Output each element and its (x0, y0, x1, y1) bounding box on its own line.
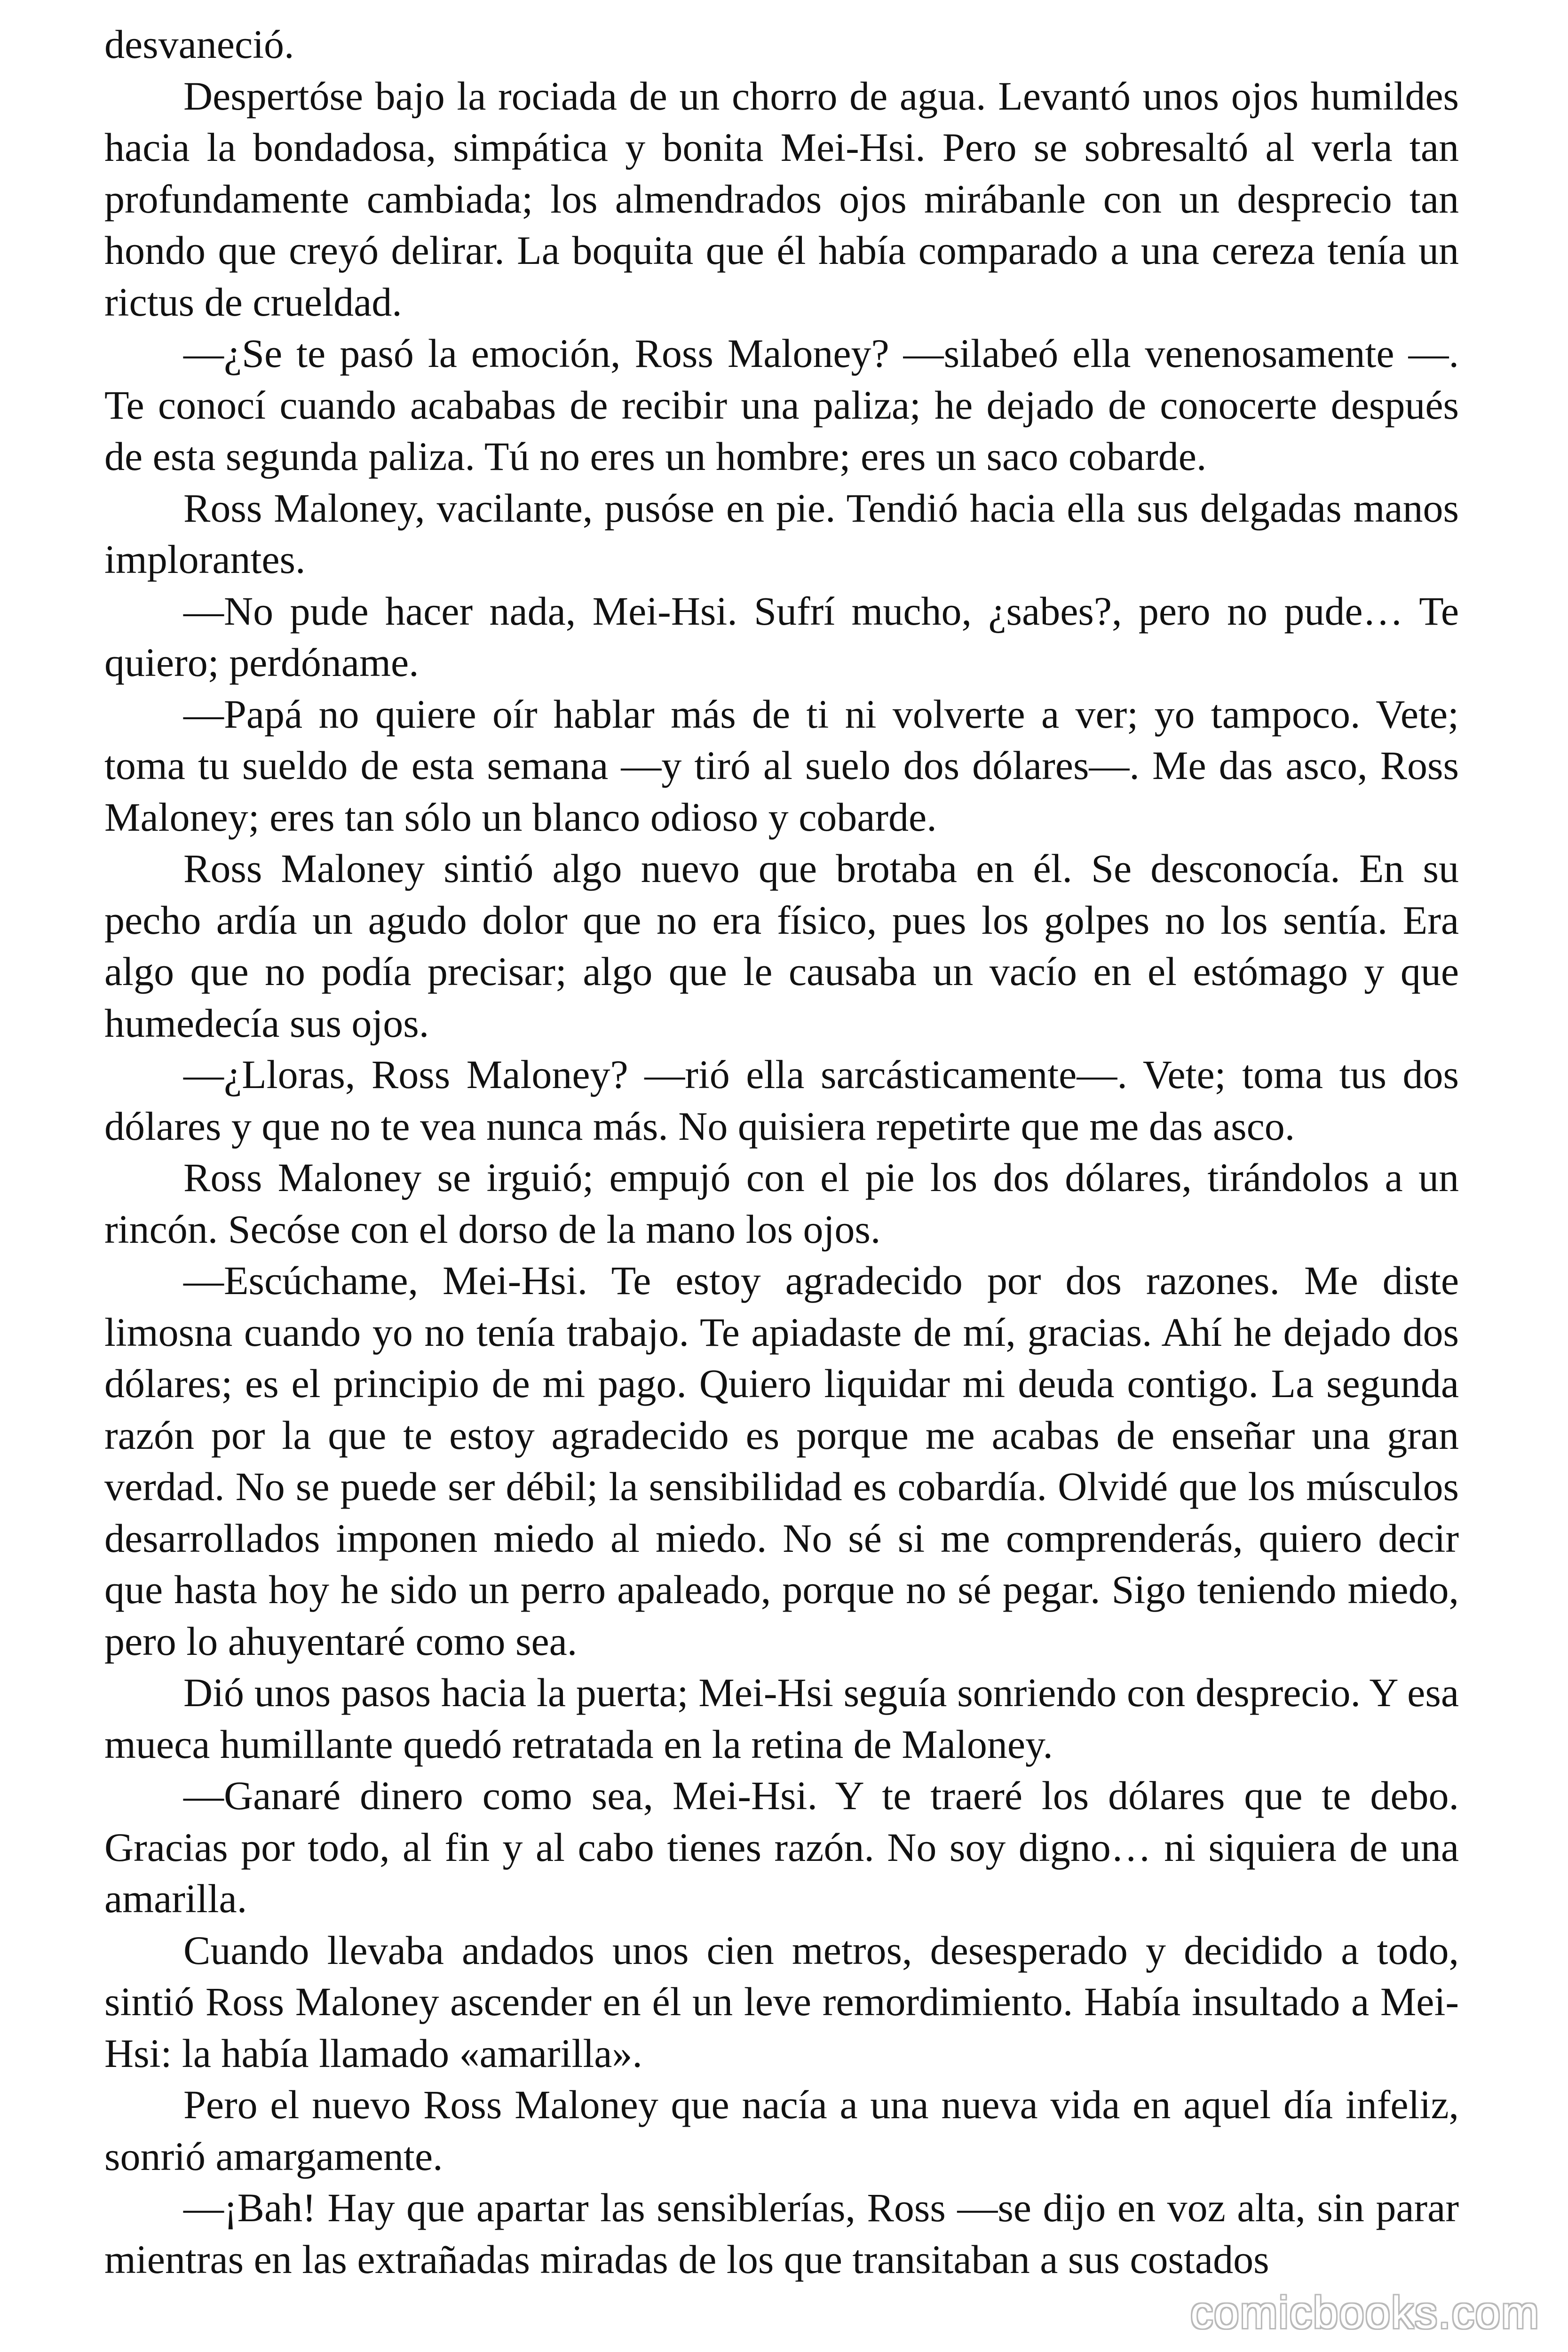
paragraph-12: —Ganaré dinero como sea, Mei-Hsi. Y te traeré los dólares que te debo. Gracias por todo, al fin y al cabo tienes razón. No soy digno… ni siquiera de una amarilla. (104, 1773, 1459, 1921)
paragraph-2: Despertóse bajo la rociada de un chorro de agua. Levantó unos ojos humildes hacia la bondadosa, simpática y bonita Mei-Hsi. Pero se sobresaltó al verla tan profundamente cambiada; los almendrados ojos mirábanle con un desprecio tan hondo que creyó delirar. La boquita que él había comparado a una cereza tenía un rictus de crueldad. (104, 73, 1459, 325)
paragraph-13: Cuando llevaba andados unos cien metros, desesperado y decidido a todo, sintió Ross Maloney ascender en él un leve remordimiento. Había insultado a Mei-Hsi: la había llamado «amarilla». (104, 1927, 1459, 2076)
paragraph-15: —¡Bah! Hay que apartar las sensiblerías, Ross —se dijo en voz alta, sin parar mientras en las extrañadas miradas de los que transitaban a sus costados (104, 2185, 1459, 2282)
paragraph-9: Ross Maloney se irguió; empujó con el pie los dos dólares, tirándolos a un rincón. Secóse con el dorso de la mano los ojos. (104, 1155, 1459, 1252)
watermark: comicbooks.com (1190, 2288, 1540, 2338)
paragraph-1: desvaneció. (104, 22, 294, 67)
paragraph-14: Pero el nuevo Ross Maloney que nacía a una nueva vida en aquel día infeliz, sonrió amargamente. (104, 2082, 1459, 2179)
paragraph-3: —¿Se te pasó la emoción, Ross Maloney? —silabeó ella venenosamente —. Te conocí cuando acababas de recibir una paliza; he dejado de conocerte después de esta segunda paliza. Tú no eres un hombre; eres un saco cobarde. (104, 331, 1459, 479)
paragraph-7: Ross Maloney sintió algo nuevo que brotaba en él. Se desconocía. En su pecho ardía un agudo dolor que no era físico, pues los golpes no los sentía. Era algo que no podía precisar; algo que le causaba un vacío en el estómago y que humedecía sus ojos. (104, 846, 1459, 1046)
paragraph-11: Dió unos pasos hacia la puerta; Mei-Hsi seguía sonriendo con desprecio. Y esa mueca humillante quedó retratada en la retina de Maloney. (104, 1670, 1459, 1767)
paragraph-5: —No pude hacer nada, Mei-Hsi. Sufrí mucho, ¿sabes?, pero no pude… Te quiero; perdóname. (104, 588, 1459, 685)
paragraph-8: —¿Lloras, Ross Maloney? —rió ella sarcásticamente—. Vete; toma tus dos dólares y que no te vea nunca más. No quisiera repetirte que me das asco. (104, 1052, 1459, 1149)
paragraph-6: —Papá no quiere oír hablar más de ti ni volverte a ver; yo tampoco. Vete; toma tu sueldo de esta semana —y tiró al suelo dos dólares—. Me das asco, Ross Maloney; eres tan sólo un blanco odioso y cobarde. (104, 691, 1459, 840)
page-body (104, 19, 1459, 2285)
paragraph-10: —Escúchame, Mei-Hsi. Te estoy agradecido por dos razones. Me diste limosna cuando yo no tenía trabajo. Te apiadaste de mí, gracias. Ahí he dejado dos dólares; es el principio de mi pago. Quiero liquidar mi deuda contigo. La segunda razón por la que te estoy agradecido es porque me acabas de enseñar una gran verdad. No se puede ser débil; la sensibilidad es cobardía. Olvidé que los músculos desarrollados imponen miedo al miedo. No sé si me comprenderás, quiero decir que hasta hoy he sido un perro apaleado, porque no sé pegar. Sigo teniendo miedo, pero lo ahuyentaré como sea. (104, 1258, 1459, 1664)
paragraph-4: Ross Maloney, vacilante, pusóse en pie. Tendió hacia ella sus delgadas manos implorantes. (104, 485, 1459, 582)
